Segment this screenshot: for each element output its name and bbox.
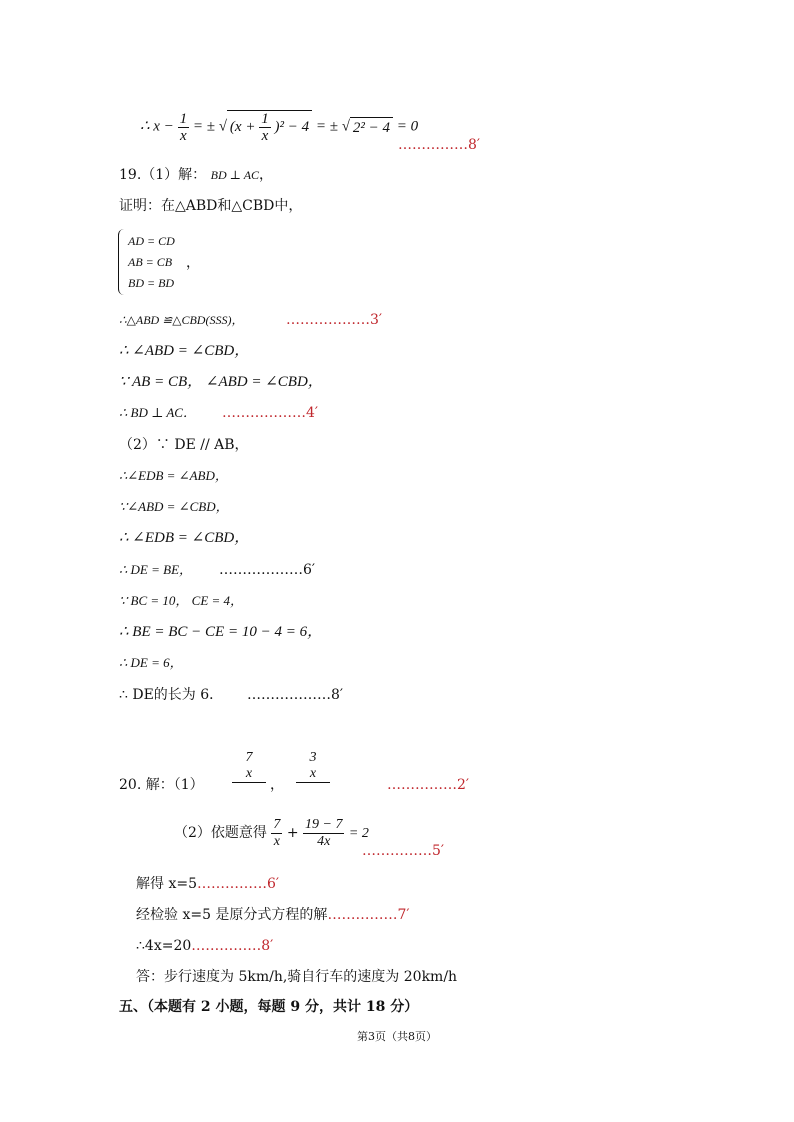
expr-close: )² − 4 [274, 118, 310, 135]
expr-eq-zero: = 0 [396, 118, 419, 135]
fraction-denominator: x [296, 766, 330, 783]
edb-cbd-line: ∴ ∠EDB = ∠CBD， [119, 530, 250, 546]
fraction-denominator: x [179, 127, 187, 144]
fraction-7-over-x [232, 750, 266, 783]
sqrt-sign-icon: √ [341, 118, 350, 135]
de-length-line: ∴ DE的长为 6． [119, 687, 224, 703]
de-value-line: ∴ DE = 6， [119, 655, 183, 670]
calc-text: ∴4x=20 [136, 938, 192, 954]
fraction-numerator: 1 [179, 110, 188, 127]
score-mark: ………………4′ [222, 405, 319, 421]
score-mark: ………………8′ [247, 687, 344, 703]
q20-sep: ， [270, 777, 284, 793]
q20-answer-1 [232, 750, 266, 783]
q20-solution-line [136, 875, 279, 893]
equals-two: = 2 [348, 826, 369, 841]
fraction-numerator: 19 − 7 [305, 816, 343, 832]
system-eq-3: BD = BD [128, 276, 175, 290]
bc-ce-line: ∵ BC = 10， CE = 4， [119, 593, 244, 608]
fraction-numerator: 1 [261, 111, 269, 127]
abd-cbd-line: ∵∠ABD = ∠CBD， [119, 499, 229, 514]
system-eq-1: AD = CD [128, 234, 175, 248]
q19-answer: BD ⊥ AC [210, 168, 260, 182]
edb-abd-line: ∴∠EDB = ∠ABD， [119, 468, 228, 483]
plus-sign: + [286, 825, 299, 841]
fraction-denominator: x [273, 833, 280, 849]
fraction-3-over-x [296, 750, 330, 783]
q20-heading: 20. 解：（1） [119, 777, 204, 793]
q19-number: 19.（1）解： [119, 167, 207, 183]
fraction-7-over-x [271, 817, 282, 850]
system-brace [118, 229, 125, 295]
expr-eq-pm: = ± [192, 118, 215, 135]
score-mark: ……………6′ [196, 876, 280, 892]
fraction-denominator: 4x [317, 833, 331, 849]
fraction-numerator: 3 [309, 750, 317, 765]
perp-line: ∴ BD ⊥ AC． [119, 405, 196, 420]
sqrt-radicand-2: 2² − 4 [350, 117, 393, 138]
system-end: ， [186, 255, 200, 271]
section-5-heading: 五、（本题有 2 小题，每题 9 分，共计 18 分） [119, 999, 419, 1015]
q20-check-line [136, 906, 410, 924]
expr-x: x − [153, 118, 174, 135]
page-footer: 第3页（共8页） [357, 1030, 437, 1043]
part2-line: （2）∵ DE // AB， [119, 437, 249, 453]
q20-part2 [174, 815, 369, 852]
q20-4x-line [136, 937, 273, 955]
punct: ， [259, 167, 274, 183]
q20-answer-line: 答：步行速度为 5km/h,骑自行车的速度为 20km/h [136, 969, 458, 985]
expr-open: (x + [229, 118, 256, 135]
score-mark: ……………5′ [362, 843, 445, 859]
because-line: ∵ AB = CB， ∠ABD = ∠CBD， [119, 374, 323, 390]
congruence-line: ∴△ABD ≌△CBD(SSS)， [119, 313, 244, 327]
q19-proof-intro: 证明：在△ABD和△CBD中， [119, 198, 303, 214]
fraction-denominator: x [232, 766, 266, 783]
be-calc-line: ∴ BE = BC − CE = 10 − 4 = 6， [119, 624, 323, 640]
de-be-line: ∴ DE = BE， [119, 562, 193, 577]
fraction-numerator: 7 [245, 750, 253, 765]
score-mark: ………………6′ [219, 562, 316, 578]
therefore-symbol: ∴ [140, 118, 150, 135]
solution-text: 解得 x=5 [136, 876, 197, 892]
angle-eq-line: ∴ ∠ABD = ∠CBD， [119, 343, 250, 359]
score-mark: ……………8′ [191, 938, 274, 954]
q19-heading [119, 166, 273, 184]
score-mark: ……………7′ [327, 907, 410, 923]
check-text: 经检验 x=5 是原分式方程的解 [136, 907, 328, 923]
fraction-12-over-4x [303, 817, 344, 850]
sqrt-sign-icon: √ [218, 118, 227, 135]
q20-answer-2 [296, 750, 330, 783]
sqrt-radicand-1 [227, 110, 312, 144]
fraction-denominator: x [261, 128, 269, 144]
fraction-numerator: 7 [273, 816, 281, 832]
fraction-inner [259, 111, 271, 144]
score-mark: ………………3′ [286, 312, 383, 328]
system-eq-2: AB = CB [128, 255, 173, 269]
score-mark: ……………8′ [398, 137, 481, 153]
q20-part2-label: （2）依题意得 [174, 825, 267, 841]
fraction-1-over-x [178, 111, 190, 144]
score-mark: ……………2′ [387, 777, 470, 793]
expr-eq-pm-2: = ± [315, 118, 338, 135]
equation-result-line [140, 110, 418, 144]
